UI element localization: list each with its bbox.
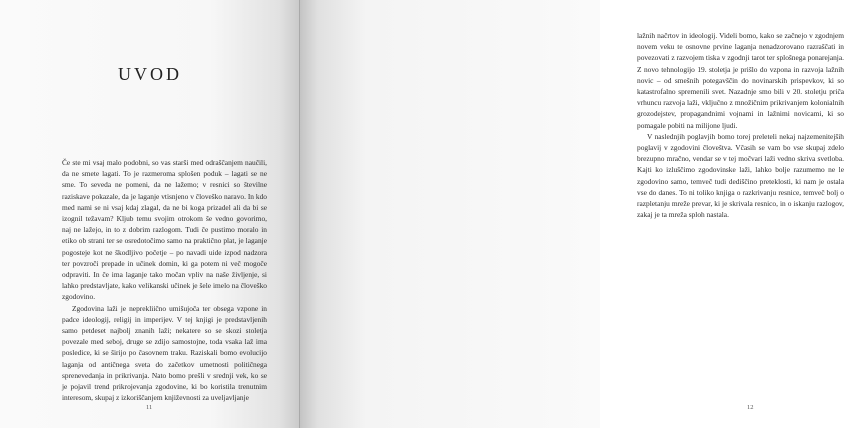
right-page xyxy=(300,0,844,428)
right-page-number: 12 xyxy=(747,404,754,411)
left-page xyxy=(0,0,300,428)
right-page-body xyxy=(637,30,844,220)
left-paragraph-1: Če ste mi vsaj malo podobni, so vas starši med odraščanjem naučili, da ne smete lagati. To je razmeroma splošen poduk – lagati se ne sme. To seveda ne pomeni, da ne lažemo; v resnici so številne raziskave pokazale, da je laganje vtisnjeno v človeško naravo. In kdo med nami se ni vsaj kdaj zlagal, da ne bi koga prizadel ali da bi se izognil težavam? Kljub temu svojim otrokom še vedno govorimo, naj ne lažejo, in to z dobrim razlogom. Tudi če pustimo moralo in etiko ob strani ter se osredotočimo samo na praktično plat, je laganje pogosteje kot ne škodljivo početje – po navadi uide izpod nadzora ter povzroči prepade in učinek domin, ki ga potem ni več mogoče odpraviti. In če ima laganje tako močan vpliv na naše življenje, si lahko predstavljate, kako velikanski učinek je šele imelo na človeško zgodovino. xyxy=(62,158,267,302)
left-page-body xyxy=(62,157,267,403)
right-paragraph-2: V naslednjih poglavjih bomo torej preleteli nekaj najzemenitejših poglavij v zgodovini človeštva. Včasih se vam bo vse skupaj zdelo brezupno mračno, vendar se v tej močvari laži vedno skriva svetloba. Kajti ko izluščimo zgodovinske laži, lahko bolje razumemo ne le zgodovino samo, temveč tudi dediščino preteklosti, ki nam je ostala vse do danes. To ni toliko knjiga o razkrivanju resnice, temveč bolj o razpletanju mreže prevar, ki je skrivala resnico, in o iskanju razlogov, zakaj je ta mreža sploh nastala. xyxy=(637,131,844,220)
left-paragraph-2: Zgodovina laži je neprekliično umišujoča ter obsega vzpone in padce ideologij, religij in imperijev. V tej knjigi je predstavljenih samo petdeset najbolj znanih laži; nekatere so se skozi stoletja povezale med seboj, druge se zdijo samostojne, toda vsaka laž ima posledice, ki se širijo po časovnem traku. Raziskali bomo evolucijo laganja od antičnega sveta do začetkov umetnosti političnega sprenevedanja in prikrivanja. Nato bomo prešli v srednji vek, ko se je pojavil trend prikrojevanja zgodovine, ki bo koristila trenutnim interesom, skupaj z izkoriščanjem književnosti za uveljavljanje xyxy=(62,303,267,403)
left-page-number: 11 xyxy=(146,404,153,411)
chapter-title: UVOD xyxy=(118,64,182,84)
right-paragraph-1: lažnih načrtov in ideologij. Videli bomo, kako se začnejo v zgodnjem novem veku te osnovne prvine laganja nenadzorovano razraščati in povezovati z razvojem tiska v zgodnji tarot ter splošnega ponarejanja. Z novo tehnologijo 19. stoletja je prišlo do vzpona in razvoja lažnih novic – od smešnih potegavščin do novinarskih prispevkov, ki so katastrofalno spremenili svet. Nazadnje smo bili v 20. stoletju priča vrhuncu razvoja laži, vključno z množičnim prikrivanjem kolonialnih grozodejstev, propagandnimi vojnami in lažnimi novicami, ki so pomagale pobiti na milijone ljudi. xyxy=(637,31,844,130)
